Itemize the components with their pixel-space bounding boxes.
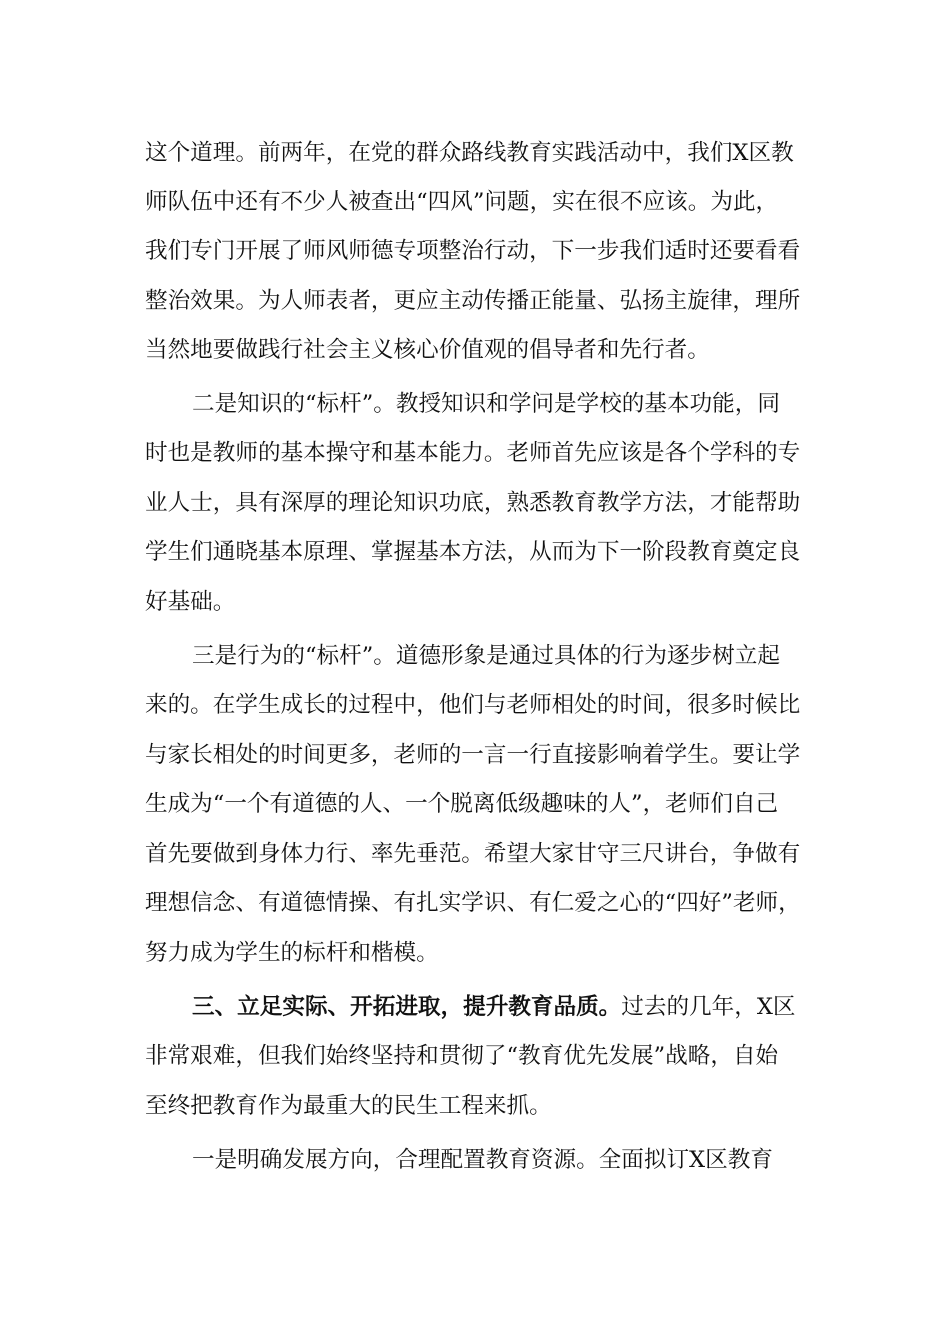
text-line: 学生们通晓基本原理、掌握基本方法，从而为下一阶段教育奠定良: [145, 539, 801, 565]
text-line: 生成为“一个有道德的人、一个脱离低级趣味的人”，老师们自己: [145, 791, 779, 817]
section-heading-line: [192, 992, 872, 1022]
text-line: 我们专门开展了师风师德专项整治行动，下一步我们适时还要看看: [145, 238, 801, 264]
text-line: 当然地要做践行社会主义核心价值观的倡导者和先行者。: [145, 337, 710, 363]
text-line: 努力成为学生的标杆和楷模。: [145, 940, 439, 966]
paragraph-first-line: 一是明确发展方向，合理配置教育资源。全面拟订X区教育: [192, 1147, 773, 1173]
text-line: 来的。在学生成长的过程中，他们与老师相处的时间，很多时候比: [145, 692, 801, 718]
text-line: 好基础。: [145, 589, 236, 615]
text-line: 这个道理。前两年，在党的群众路线教育实践活动中，我们X区教: [145, 140, 794, 166]
text-line: 业人士，具有深厚的理论知识功底，熟悉教育教学方法，才能帮助: [145, 490, 801, 516]
text-line: 非常艰难，但我们始终坚持和贯彻了“教育优先发展”战略，自始: [145, 1043, 779, 1069]
text-line: 首先要做到身体力行、率先垂范。希望大家甘守三尺讲台，争做有: [145, 841, 801, 867]
text-line: 理想信念、有道德情操、有扎实学识、有仁爱之心的“四好”老师，: [145, 890, 801, 916]
section-heading-continuation: 过去的几年，X区: [621, 994, 796, 1020]
text-line: 师队伍中还有不少人被查出“四风”问题，实在很不应该。为此，: [145, 189, 779, 215]
paragraph-first-line: 三是行为的“标杆”。道德形象是通过具体的行为逐步树立起: [192, 643, 780, 669]
section-heading: 三、立足实际、开拓进取，提升教育品质。: [192, 994, 622, 1020]
paragraph-first-line: 二是知识的“标杆”。教授知识和学问是学校的基本功能，同: [192, 391, 780, 417]
text-line: 整治效果。为人师表者，更应主动传播正能量、弘扬主旋律，理所: [145, 288, 801, 314]
text-line: 时也是教师的基本操守和基本能力。老师首先应该是各个学科的专: [145, 440, 801, 466]
text-line: 与家长相处的时间更多，老师的一言一行直接影响着学生。要让学: [145, 742, 801, 768]
text-line: 至终把教育作为最重大的民生工程来抓。: [145, 1093, 552, 1119]
